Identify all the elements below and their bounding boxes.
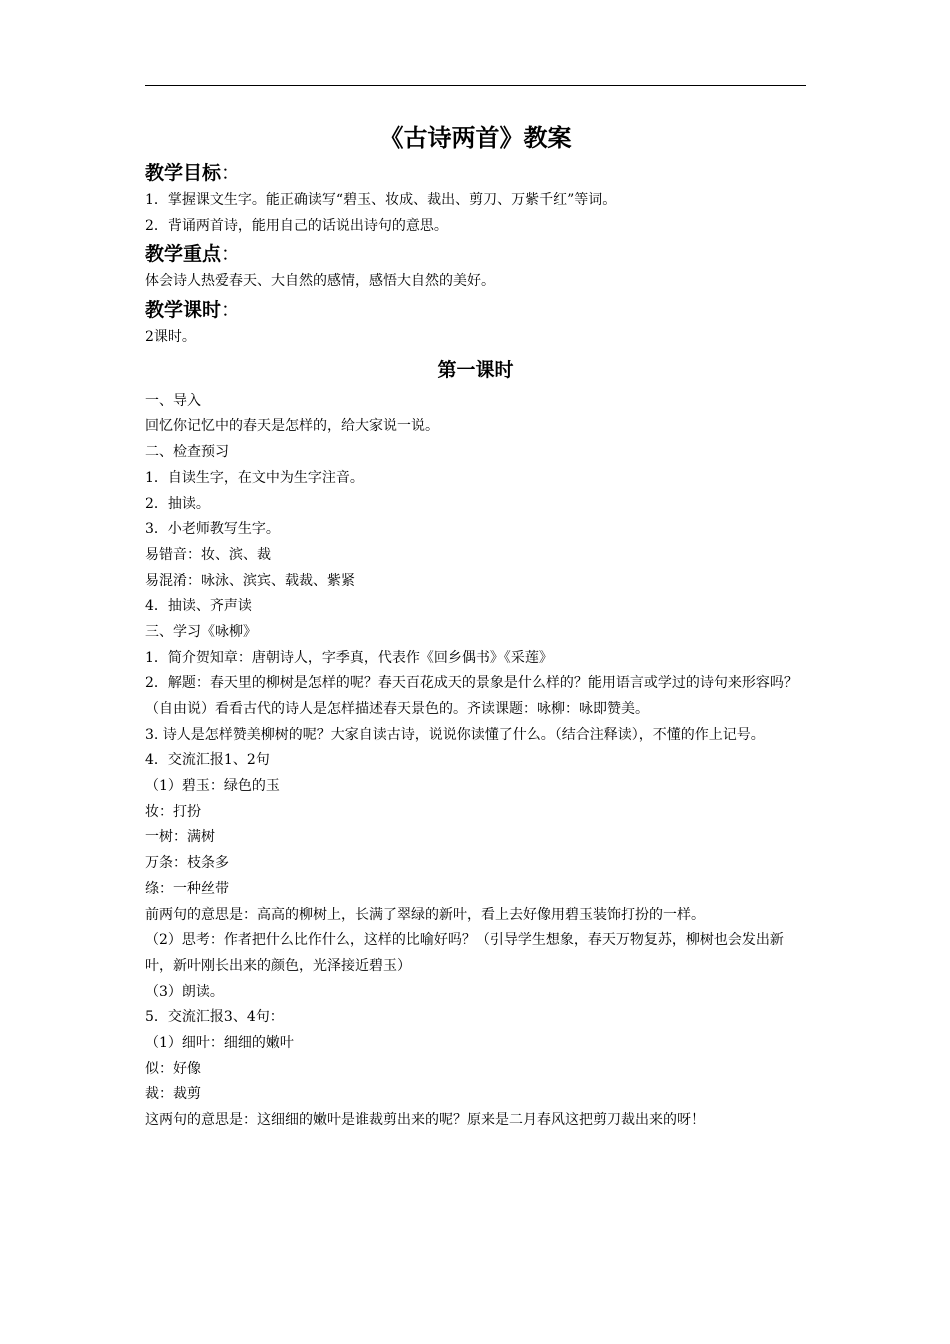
lesson-line: 4．抽读、齐声读 — [145, 598, 252, 615]
lesson-line: 回忆你记忆中的春天是怎样的，给大家说一说。 — [145, 418, 439, 435]
hours-heading-text: 教学课时 — [145, 299, 222, 322]
lesson-paragraph: 前两句的意思是：高高的柳树上，长满了翠绿的新叶，看上去好像用碧玉装饰打扮的一样。 — [145, 906, 705, 923]
lesson-line: 三、学习《咏柳》 — [145, 623, 257, 640]
header-rule — [145, 85, 806, 86]
lesson-line: 易错音：妆、滨、裁 — [145, 546, 271, 563]
lesson-line: 一树：满树 — [145, 829, 215, 846]
objective-item: 2．背诵两首诗，能用自己的话说出诗句的意思。 — [145, 217, 448, 234]
lesson-line: 1．自读生字，在文中为生字注音。 — [145, 469, 364, 486]
lesson-line: （3）朗读。 — [145, 983, 224, 1000]
lesson-line: 1．简介贺知章：唐朝诗人，字季真，代表作《回乡偶书》《采莲》 — [145, 649, 553, 666]
lesson-line: 裁：裁剪 — [145, 1086, 201, 1103]
lesson-line: 绦：一种丝带 — [145, 880, 229, 897]
keypoint-heading-text: 教学重点 — [145, 243, 222, 266]
hours-heading — [145, 295, 806, 325]
lesson-line: （1）细叶：细细的嫩叶 — [145, 1035, 294, 1052]
lesson-paragraph: （2）思考：作者把什么比作什么，这样的比喻好吗？（引导学生想象，春天万物复苏，柳树也会发出新叶，新叶刚长出来的颜色，光泽接近碧玉） — [145, 932, 784, 974]
section-title: 第一课时 — [437, 358, 514, 381]
objectives-heading-colon: ： — [221, 162, 241, 184]
lesson-line: 3．小老师教写生字。 — [145, 521, 280, 538]
keypoint-text: 体会诗人热爱春天、大自然的感情，感悟大自然的美好。 — [145, 273, 495, 290]
lesson-line: 易混淆：咏泳、滨宾、载裁、紫紧 — [145, 572, 355, 589]
objective-item: 1．掌握课文生字。能正确读写“碧玉、妆成、裁出、剪刀、万紫千红”等词。 — [145, 192, 617, 208]
objectives-heading — [145, 158, 806, 188]
lesson-line: 似：好像 — [145, 1060, 201, 1077]
lesson-line: 二、检查预习 — [145, 444, 229, 461]
lesson-paragraph: 这两句的意思是：这细细的嫩叶是谁裁剪出来的呢？原来是二月春风这把剪刀裁出来的呀！ — [145, 1112, 705, 1129]
document-body — [145, 118, 806, 1134]
keypoint-heading-colon: ： — [221, 243, 241, 266]
lesson-paragraph: 2．解题：春天里的柳树是怎样的呢？春天百花成天的景象是什么样的？能用语言或学过的诗句来形容吗？（自由说）看看古代的诗人是怎样描述春天景色的。齐读课题：咏柳：咏即赞美。 — [145, 675, 798, 718]
lesson-line: （1）碧玉：绿色的玉 — [145, 778, 280, 795]
lesson-line: 妆：打扮 — [145, 803, 201, 820]
objectives-heading-text: 教学目标 — [145, 162, 222, 184]
document-title: 《古诗两首》教案 — [379, 123, 572, 152]
hours-text: 2课时。 — [145, 329, 196, 346]
lesson-line: 一、导入 — [145, 392, 201, 409]
hours-heading-colon: ： — [221, 299, 241, 322]
lesson-line: 万条：枝条多 — [145, 855, 229, 872]
keypoint-heading — [145, 239, 806, 269]
lesson-line: 4．交流汇报1、2句 — [145, 752, 270, 769]
lesson-line: 2．抽读。 — [145, 495, 210, 512]
lesson-line: 5．交流汇报3、4句： — [145, 1009, 284, 1026]
lesson-paragraph: 3. 诗人是怎样赞美柳树的呢？大家自读古诗，说说你读懂了什么。（结合注释读），不懂的作上记号。 — [145, 726, 765, 743]
